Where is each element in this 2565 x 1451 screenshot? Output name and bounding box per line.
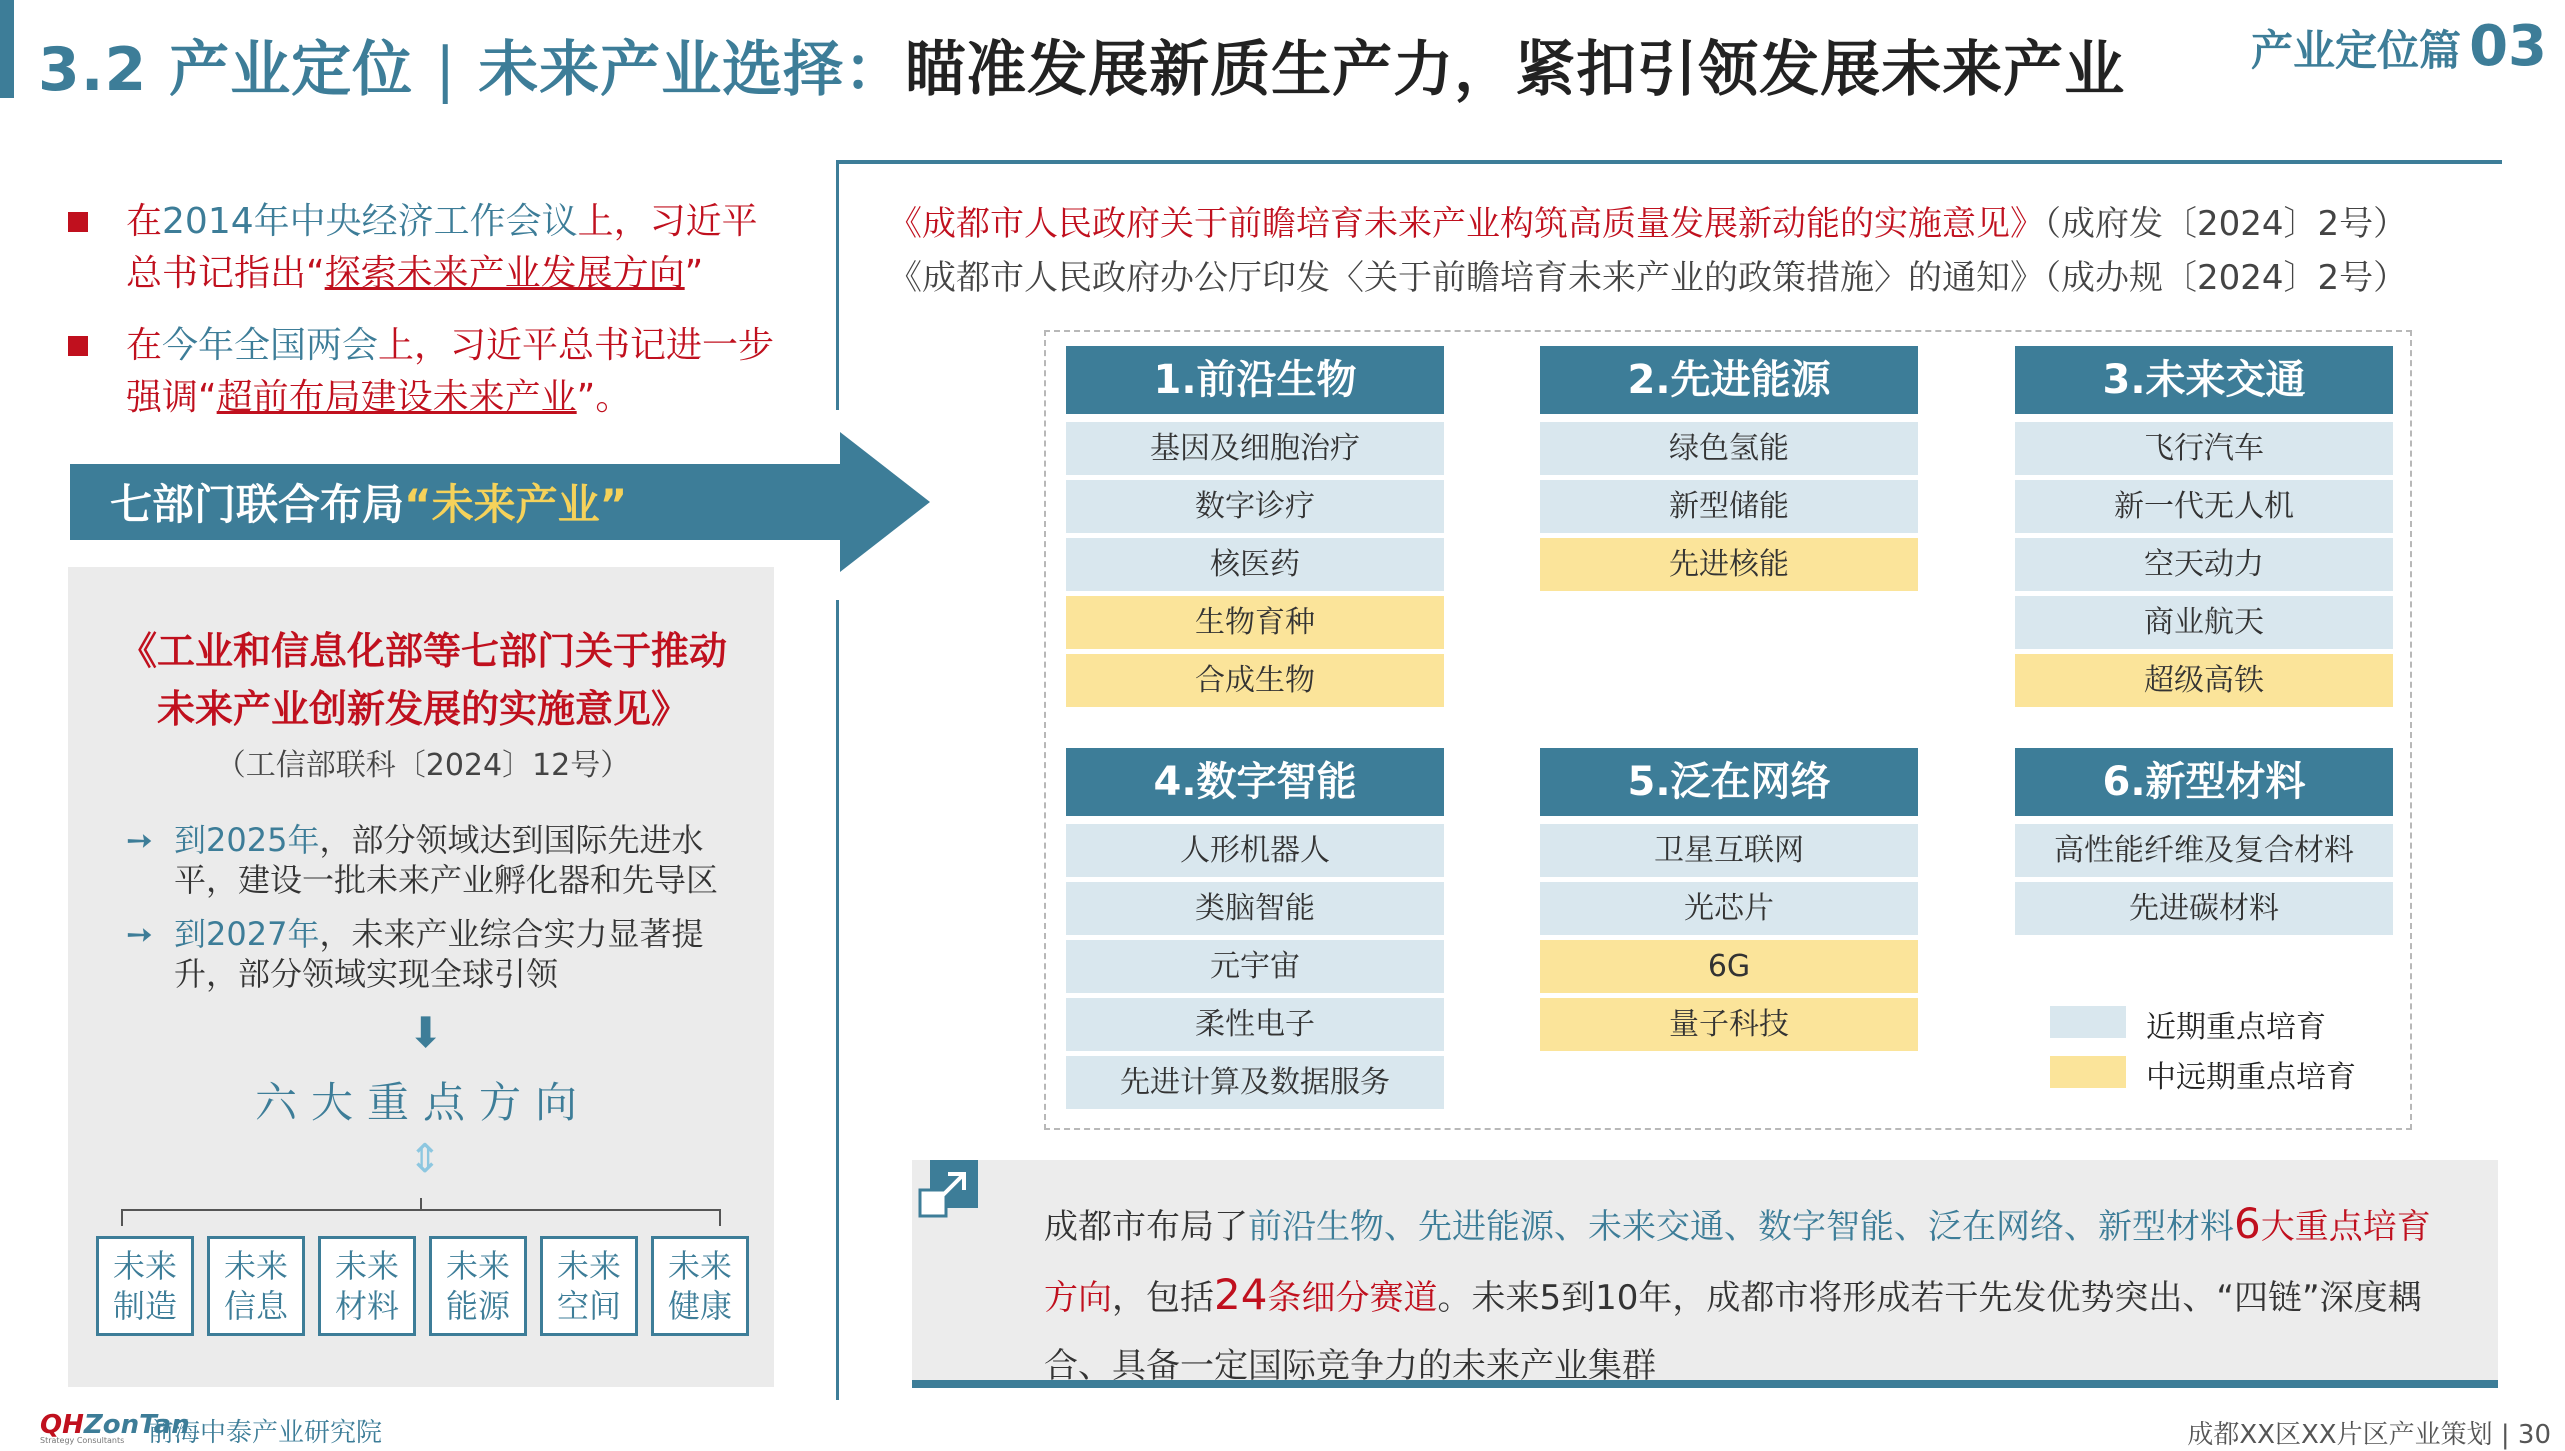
industry-cell: 高性能纤维及复合材料 [2015, 824, 2393, 877]
column-header: 5.泛在网络 [1540, 748, 1918, 816]
industry-cell: 基因及细胞治疗 [1066, 422, 1444, 475]
bullet-highlight: 2014年中央经济工作会议 [162, 201, 578, 242]
goal-year: 到2025年 [174, 821, 320, 859]
industry-cell: 新型储能 [1540, 480, 1918, 533]
industry-cell: 绿色氢能 [1540, 422, 1918, 475]
doc-title: 《成都市人民政府办公厅印发〈关于前瞻培育未来产业的政策措施〉的通知》 [888, 258, 2044, 298]
footer-page-info: 成都XX区XX片区产业策划 | 30 [2187, 1420, 2551, 1450]
summary-fields: 前沿生物、先进能源、未来交通、数字智能、泛在网络、新型材料 [1248, 1207, 2234, 1247]
goal-year: 到2027年 [174, 915, 320, 953]
industry-cell: 先进计算及数据服务 [1066, 1056, 1444, 1109]
arrow-updown-icon: ⇕ [408, 1136, 442, 1182]
direction-box: 未来制造 [96, 1236, 194, 1336]
section-tag [2251, 14, 2547, 79]
industry-cell: 元宇宙 [1066, 940, 1444, 993]
industry-cell: 柔性电子 [1066, 998, 1444, 1051]
direction-box: 未来材料 [318, 1236, 416, 1336]
industry-cell: 飞行汽车 [2015, 422, 2393, 475]
arrow-label-highlight: “未来产业” [404, 480, 628, 529]
policy-code: （工信部联科〔2024〕12号） [215, 748, 631, 783]
industry-cell: 人形机器人 [1066, 824, 1444, 877]
six-directions-title: 六大重点方向 [254, 1078, 591, 1127]
industry-cell: 类脑智能 [1066, 882, 1444, 935]
legend-swatch-near [2050, 1006, 2126, 1038]
logo-tagline: Strategy Consultants [40, 1436, 125, 1445]
right-left-rule [836, 600, 839, 1400]
goal-item [126, 914, 746, 994]
title-accent-bar [0, 0, 14, 98]
direction-box: 未来健康 [651, 1236, 749, 1336]
direction-box: 未来能源 [429, 1236, 527, 1336]
column-header: 1.前沿生物 [1066, 346, 1444, 414]
industry-cell: 6G [1540, 940, 1918, 993]
industry-cell: 卫星互联网 [1540, 824, 1918, 877]
industry-cell: 商业航天 [2015, 596, 2393, 649]
industry-cell: 先进碳材料 [2015, 882, 2393, 935]
bullet-square-icon [68, 336, 88, 356]
title-separator: | [435, 35, 457, 105]
right-top-rule [838, 160, 2502, 164]
arrow-right-icon: ➙ [126, 821, 153, 859]
section-number: 03 [2469, 14, 2547, 79]
industry-cell: 空天动力 [2015, 538, 2393, 591]
section-label: 产业定位篇 [2251, 26, 2462, 75]
doc-code: （成办规〔2024〕2号） [2044, 258, 2408, 298]
directions-bracket [120, 1198, 722, 1228]
arrow-right-icon: ➙ [126, 915, 153, 953]
industry-cell: 数字诊疗 [1066, 480, 1444, 533]
bullet-highlight: 今年全国两会 [162, 325, 379, 366]
column-header: 2.先进能源 [1540, 346, 1918, 414]
doc-code: （成府发〔2024〕2号） [2044, 204, 2408, 244]
industry-cell: 合成生物 [1066, 654, 1444, 707]
company-logo: QHZonTan [40, 1410, 190, 1440]
industry-cell: 生物育种 [1066, 596, 1444, 649]
direction-box: 未来空间 [540, 1236, 638, 1336]
summary-count-24: 24 [1214, 1270, 1268, 1319]
industry-cell: 超级高铁 [2015, 654, 2393, 707]
policy-doc [888, 196, 2407, 245]
goal-item [126, 820, 746, 900]
goal-text: ，部分领域达到国际先进水平，建设一批未来产业孵化器和先导区 [174, 821, 719, 899]
industry-cell: 新一代无人机 [2015, 480, 2393, 533]
industry-cell: 先进核能 [1540, 538, 1918, 591]
title-topic: 未来产业选择： [478, 35, 906, 105]
bullet-square-icon [68, 212, 88, 232]
bullet-quote: 探索未来产业发展方向 [324, 253, 685, 294]
doc-title: 《成都市人民政府关于前瞻培育未来产业构筑高质量发展新动能的实施意见》 [888, 204, 2044, 244]
column-header: 6.新型材料 [2015, 748, 2393, 816]
arrow-label: 七部门联合布局“未来产业” [110, 480, 628, 529]
policy-doc [888, 250, 2407, 299]
goal-text: ，未来产业综合实力显著提升，部分领域实现全球引领 [174, 915, 704, 993]
summary-count-6: 6 [2234, 1199, 2261, 1248]
industry-cell: 光芯片 [1540, 882, 1918, 935]
bullet-2014: 在2014年中央经济工作会议上，习近平总书记指出“探索未来产业发展方向” [68, 196, 788, 300]
summary-text: 成都市布局了前沿生物、先进能源、未来交通、数字智能、泛在网络、新型材料6大重点培育方向，包括24条细分赛道。未来5到10年，成都市将形成若干先发优势突出、“四链”深度耦合、具备一定国际竞争力的未来产业集群 [1044, 1199, 2431, 1386]
right-left-rule [836, 160, 839, 410]
title-main: 瞄准发展新质生产力，紧扣引领发展未来产业 [905, 35, 2126, 105]
industry-cell: 核医药 [1066, 538, 1444, 591]
bullet-quote: 超前布局建设未来产业 [216, 377, 577, 418]
title-prefix: 3.2 产业定位 [38, 35, 414, 105]
arrow-down-icon: ⬇ [408, 1008, 444, 1057]
bullet-lianghui: 在今年全国两会上，习近平总书记进一步强调“超前布局建设未来产业”。 [68, 320, 788, 424]
legend-label-near: 近期重点培育 [2146, 1010, 2326, 1045]
page-title [38, 22, 2125, 108]
org-name: 前海中泰产业研究院 [148, 1418, 383, 1448]
expand-icon [918, 1160, 978, 1220]
legend-swatch-far [2050, 1056, 2126, 1088]
legend-label-far: 中远期重点培育 [2146, 1060, 2356, 1095]
direction-box: 未来信息 [207, 1236, 305, 1336]
column-header: 4.数字智能 [1066, 748, 1444, 816]
industry-cell: 量子科技 [1540, 998, 1918, 1051]
column-header: 3.未来交通 [2015, 346, 2393, 414]
policy-title: 《工业和信息化部等七部门关于推动未来产业创新发展的实施意见》 [118, 629, 727, 731]
